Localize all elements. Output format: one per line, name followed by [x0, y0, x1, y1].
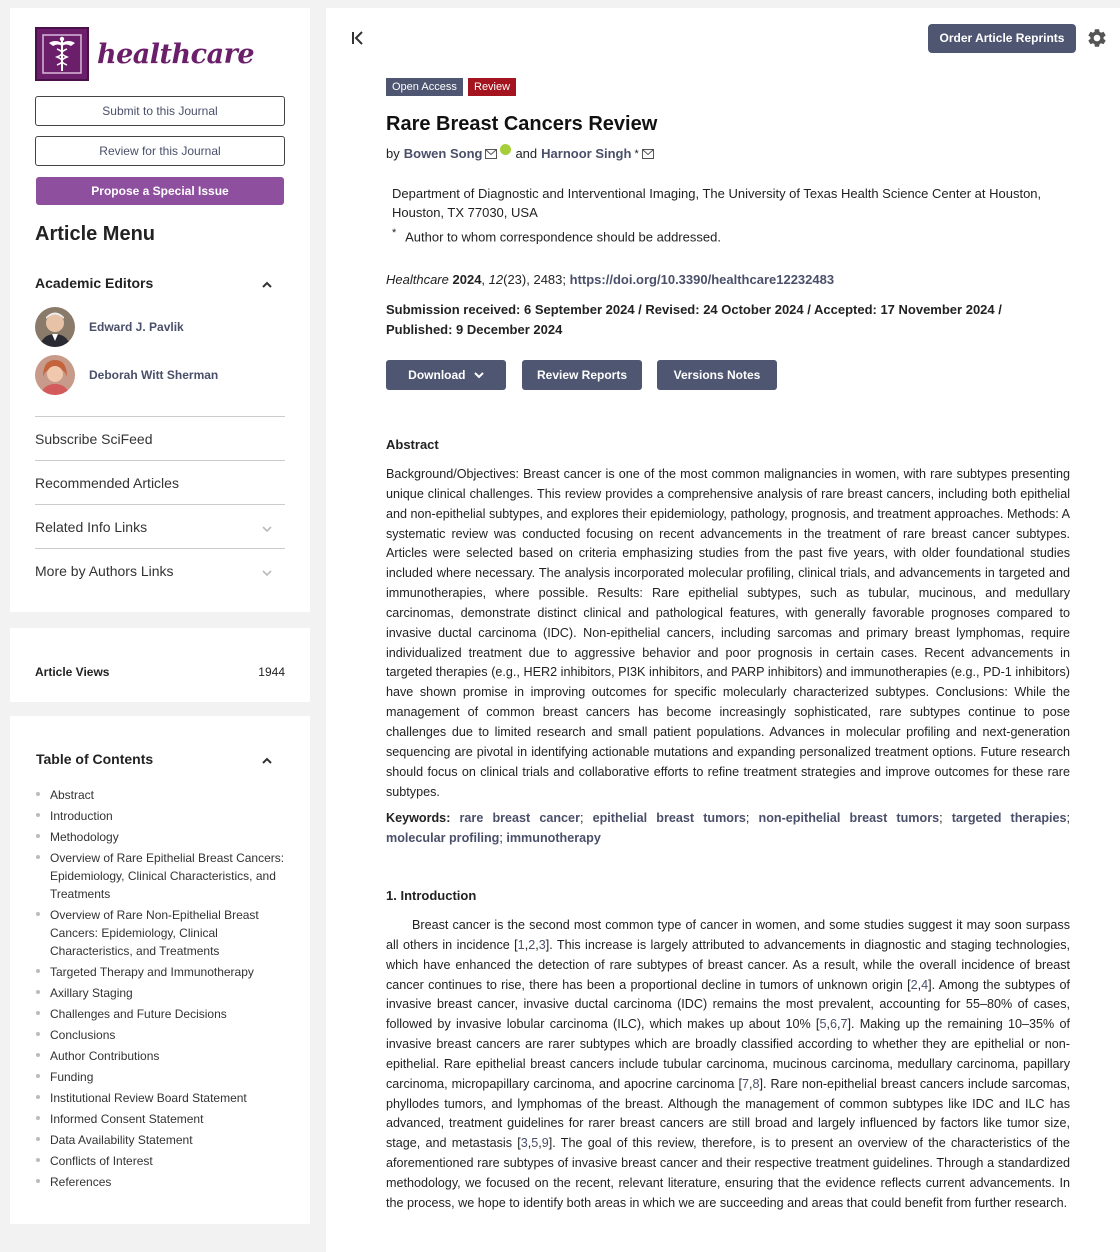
more-by-authors-links[interactable]: More by Authors Links — [35, 563, 174, 579]
order-reprints-button[interactable]: Order Article Reprints — [928, 24, 1076, 53]
article-type-badge: Review — [468, 78, 516, 96]
toc-item[interactable]: Data Availability Statement — [36, 1131, 291, 1149]
journal-name: healthcare — [97, 38, 254, 70]
abstract-heading: Abstract — [386, 437, 439, 452]
toc-item[interactable]: Axillary Staging — [36, 984, 291, 1002]
citation-year: 2024 — [452, 272, 482, 287]
affiliation: Department of Diagnostic and Interventional Imaging, The University of Texas Health Science Center at Houston, Houston, TX 77030, USA — [392, 186, 1042, 220]
citation-issue: (23), 2483; — [503, 272, 566, 287]
citation: Healthcare 2024, 12(23), 2483; https://doi.org/10.3390/healthcare12232483 — [386, 272, 835, 287]
author-link[interactable]: Harnoor Singh — [541, 146, 632, 161]
toc-item[interactable]: Funding — [36, 1068, 291, 1086]
abstract-text: Background/Objectives: Breast cancer is one of the most common malignancies in women, with rare subtypes presenting unique clinical challenges. This review provides a comprehensive analysis of rare breast cancers, including both epithelial and non-epithelial subtypes, and explores their epidemiology, pathology, prognosis, and treatment approaches. Methods: A systematic review was conducted focusing on recent advancements in the treatment of rare breast cancer subtypes. Articles were selected based on criteria emphasizing studies from the past five years, with older foundational studies included where necessary. The analysis incorporated molecular profiling, clinical trials, and advancements in targeted and immunotherapies, where possible. Results: Rare epithelial subtypes, such as tubular, mucinous, and medullary carcinomas, demonstrate distinct clinical and pathological features, with generally favorable prognoses compared to invasive ductal carcinoma (IDC). Non-epithelial cancers, including sarcomas and primary breast lymphomas, require individualized treatment due to aggressive behavior and poor prognosis in certain cases. Recent advancements in targeted therapies (e.g., HER2 inhibitors, PI3K inhibitors, and PARP inhibitors) and immunotherapies (e.g., PD-1 inhibitors) have shown promise in improving outcomes for specific molecularly characterized subtypes. Conclusions: While the management of common breast cancers has become increasingly sophisticated, rare subtypes continue to pose challenges due to limited research and small patient populations. Advances in molecular profiling and next-generation sequencing are pivotal in identifying actionable mutations and expanding personalized treatment options. Future research should focus on clinical trials and collaborative efforts to refine treatment strategies and improve outcomes for these rare subtypes. — [386, 467, 1070, 799]
subscribe-scifeed-link[interactable]: Subscribe SciFeed — [35, 431, 153, 447]
keyword-link[interactable]: molecular profiling — [386, 831, 500, 845]
toc-item[interactable]: Targeted Therapy and Immunotherapy — [36, 963, 291, 981]
and-label: and — [515, 146, 538, 161]
editor-name: Edward J. Pavlik — [89, 320, 184, 334]
toc-list — [36, 786, 291, 1194]
chevron-up-icon[interactable] — [262, 280, 272, 290]
propose-special-issue-button[interactable]: Propose a Special Issue — [36, 177, 284, 205]
reference-link[interactable]: 3 — [520, 1136, 528, 1151]
editor-item[interactable] — [35, 355, 218, 395]
keywords-label: Keywords: — [386, 811, 451, 825]
author-link[interactable]: Bowen Song — [403, 146, 483, 161]
authors-line — [386, 146, 657, 161]
corresponding-mark: * — [634, 147, 639, 160]
review-reports-button[interactable]: Review Reports — [522, 360, 642, 390]
toc-item[interactable]: Overview of Rare Non-Epithelial Breast Cancers: Epidemiology, Clinical Characteristics, and Treatments — [36, 906, 291, 960]
article-menu-panel — [10, 8, 310, 612]
recommended-articles-link[interactable]: Recommended Articles — [35, 475, 179, 491]
correspondence-note — [392, 227, 721, 244]
keywords — [386, 808, 1070, 848]
article-views-label: Article Views — [35, 665, 110, 679]
gear-icon[interactable] — [1086, 27, 1108, 49]
reference-link[interactable]: 7 — [741, 1076, 749, 1091]
divider — [35, 548, 285, 549]
toc-item[interactable]: Introduction — [36, 807, 291, 825]
mail-icon[interactable] — [642, 149, 654, 159]
orcid-icon[interactable] — [500, 144, 511, 155]
divider — [35, 460, 285, 461]
keyword-link[interactable]: non-epithelial breast tumors — [758, 811, 940, 825]
article-views-panel — [10, 628, 310, 702]
toc-item[interactable]: Conflicts of Interest — [36, 1152, 291, 1170]
table-of-contents-panel — [10, 716, 310, 1224]
related-info-links[interactable]: Related Info Links — [35, 519, 148, 535]
toc-item[interactable]: Abstract — [36, 786, 291, 804]
reference-link[interactable]: 6 — [829, 1017, 837, 1032]
editor-name: Deborah Witt Sherman — [89, 368, 219, 382]
reference-link[interactable]: 8 — [752, 1076, 760, 1091]
download-label: Download — [408, 368, 466, 382]
reference-link[interactable]: 3 — [538, 937, 546, 952]
academic-editors-heading[interactable]: Academic Editors — [35, 275, 154, 291]
caduceus-icon — [35, 27, 89, 81]
reference-link[interactable]: 4 — [921, 977, 929, 992]
article-title: Rare Breast Cancers Review — [386, 113, 658, 135]
reference-link[interactable]: 2 — [528, 937, 536, 952]
versions-notes-button[interactable]: Versions Notes — [657, 360, 777, 390]
divider — [35, 504, 285, 505]
divider — [35, 416, 285, 417]
doi-link[interactable]: https://doi.org/10.3390/healthcare12232483 — [569, 272, 835, 287]
avatar — [35, 355, 75, 395]
editor-item[interactable] — [35, 307, 184, 347]
toc-item[interactable]: References — [36, 1173, 291, 1191]
reference-link[interactable]: 9 — [541, 1136, 549, 1151]
article-menu-title: Article Menu — [35, 223, 156, 245]
keyword-link[interactable]: targeted therapies — [951, 811, 1067, 825]
by-label: by — [386, 146, 400, 161]
toc-item[interactable]: Methodology — [36, 828, 291, 846]
article-views-count: 1944 — [258, 665, 285, 679]
chevron-down-icon — [474, 371, 484, 379]
keywords-list: rare breast cancer; epithelial breast tumors; non-epithelial breast tumors; targeted therapies; molecular profiling; immunotherapy — [386, 811, 1071, 845]
reference-link[interactable]: 7 — [840, 1017, 848, 1032]
toc-item[interactable]: Informed Consent Statement — [36, 1110, 291, 1128]
submit-journal-button[interactable]: Submit to this Journal — [35, 96, 285, 126]
publication-dates: Submission received: 6 September 2024 / Revised: 24 October 2024 / Accepted: 17 November 2024 / Published: 9 December 2024 — [386, 302, 1002, 337]
citation-journal: Healthcare — [386, 272, 449, 287]
reference-link[interactable]: 5 — [819, 1017, 827, 1032]
chevron-up-icon[interactable] — [262, 756, 272, 766]
reference-link[interactable]: 5 — [531, 1136, 539, 1151]
toc-item[interactable]: Challenges and Future Decisions — [36, 1005, 291, 1023]
journal-logo[interactable] — [35, 27, 254, 81]
toc-item[interactable]: Institutional Review Board Statement — [36, 1089, 291, 1107]
download-button[interactable] — [386, 360, 506, 390]
corresponding-mark: * — [392, 227, 397, 239]
toc-item[interactable]: Overview of Rare Epithelial Breast Cancers: Epidemiology, Clinical Characteristics, and Treatments — [36, 849, 291, 903]
correspondence-text: Author to whom correspondence should be addressed. — [405, 229, 721, 245]
keyword-link[interactable]: rare breast cancer — [459, 811, 580, 825]
collapse-sidebar-icon[interactable] — [350, 30, 366, 46]
keyword-link[interactable]: epithelial breast tumors — [592, 811, 746, 825]
open-access-badge: Open Access — [386, 78, 463, 96]
article-main — [326, 8, 1120, 1252]
citation-volume: 12 — [488, 272, 504, 287]
intro-text: Breast cancer is the second most common type of cancer in women, and some studies suggest it may soon surpass all others in incidence [1,2,3]. This increase is largely attributed to advancements in diagnostic and staging technologies, which have enhanced the detection of rare subtypes of breast cancer. As a result, while the overall incidence of breast cancer continues to rise, there has been a proportional decline in tumors of unknown origin [2,4]. Among the subtypes of invasive breast cancer, invasive ductal carcinoma (IDC) remains the most prevalent, accounting for 55–80% of cases, followed by invasive lobular carcinoma (ILC), which makes up about 10% [5,6,7]. Making up the remaining 10–35% of invasive breast cancers are rarer subtypes which are broadly classified according to whether they are epithelial or non-epithelial. Rare epithelial breast cancers include tubular carcinoma, mucinous carcinoma, medullary carcinoma, papillary carcinoma, micropapillary carcinoma, and apocrine carcinoma [7,8]. Rare non-epithelial breast cancers include sarcomas, phyllodes tumors, and lymphomas of the breast. Although the management of common subtypes like IDC and ILC has advanced, treatment guidelines for rarer breast cancers are still broad and largely influenced by factors like tumor size, stage, and metastasis [3,5,9]. The goal of this review, therefore, is to present an overview of the characteristics of the aforementioned rare subtypes of invasive breast cancer and their respective treatment guidelines. Through a standardized methodology, we focused on the recent, relevant literature, ensuring that the evidence reflects current advancements. In the process, we hope to identify both areas in which we are succeeding and areas that could benefit from further research. — [386, 918, 1070, 1210]
toc-item[interactable]: Author Contributions — [36, 1047, 291, 1065]
review-journal-button[interactable]: Review for this Journal — [35, 136, 285, 166]
toc-item[interactable]: Conclusions — [36, 1026, 291, 1044]
mail-icon[interactable] — [485, 149, 497, 159]
chevron-down-icon[interactable] — [262, 568, 272, 578]
reference-link[interactable]: 1 — [517, 937, 525, 952]
avatar — [35, 307, 75, 347]
toc-heading[interactable]: Table of Contents — [36, 751, 154, 767]
keyword-link[interactable]: immunotherapy — [506, 831, 601, 845]
reference-link[interactable]: 2 — [910, 977, 918, 992]
chevron-down-icon[interactable] — [262, 524, 272, 534]
intro-heading: 1. Introduction — [386, 888, 477, 903]
